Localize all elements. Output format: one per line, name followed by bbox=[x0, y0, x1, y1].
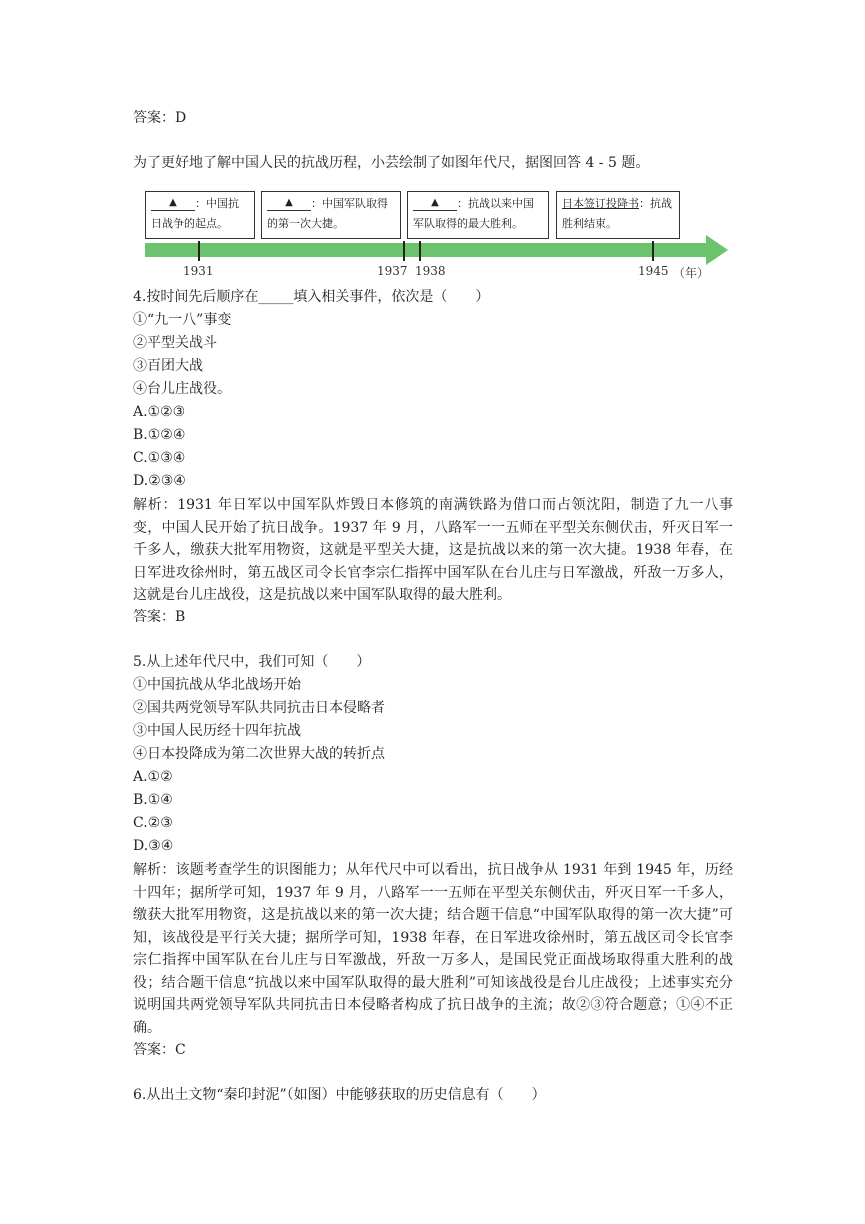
q5-option-b: B.①④ bbox=[133, 792, 173, 808]
tick-1945 bbox=[652, 241, 654, 261]
q4-option-d: D.②③④ bbox=[133, 473, 186, 489]
timeline-arrowhead bbox=[706, 235, 728, 265]
year-label-1945: 1945 bbox=[638, 264, 669, 278]
blank-marker: ▲ bbox=[413, 196, 457, 211]
q5-stem: 5.从上述年代尺中，我们可知（ ） bbox=[133, 654, 371, 670]
year-label-1938: 1938 bbox=[415, 264, 446, 278]
q5-analysis: 解析：该题考查学生的识图能力；从年代尺中可以看出，抗日战争从 1931 年到 1945 年，历经十四年；据所学可知，1937 年 9 月，八路军一一五师在平型关东侧伏击，歼灭日军一千多人，缴获大批军用物资，这是抗战以来的第一次大捷；结合题干信息“中国军队取得的第一次大捷”可知，该战役是平行关大捷；据所学可知，1938 年春，在日军进攻徐州时，第五战区司令长官李宗仁指挥中国军队在台儿庄与日军激战，歼敌一万多人，是国民党正面战场取得重大胜利的战役；结合题干信息“抗战以来中国军队取得的最大胜利”可知该战役是台儿庄战役；上述事实充分说明国共两党领导军队共同抗击日本侵略者构成了抗日战争的主流；故②③符合题意；①④不正确。 bbox=[133, 862, 733, 1036]
year-label-1937: 1937 bbox=[377, 264, 408, 278]
tick-1938 bbox=[419, 241, 421, 261]
q5-option-d: D.③④ bbox=[133, 838, 174, 854]
timeline-box-1945 bbox=[556, 191, 680, 239]
timeline-box-text: ：中国抗日战争的起点。 bbox=[151, 197, 239, 230]
timeline-box-text: ：抗战以来中国军队取得的最大胜利。 bbox=[413, 197, 534, 230]
q4-option-b: B.①②④ bbox=[133, 427, 186, 443]
q4-answer: 答案：B bbox=[133, 609, 186, 625]
timeline-box-1931 bbox=[145, 191, 255, 239]
q5-item: ④日本投降成为第二次世界大战的转折点 bbox=[133, 746, 385, 762]
q5-answer: 答案：C bbox=[133, 1042, 186, 1058]
timeline-box-1937 bbox=[261, 191, 401, 239]
intro-text: 为了更好地了解中国人民的抗战历程，小芸绘制了如图年代尺，据图回答 4 - 5 题。 bbox=[133, 155, 650, 171]
tick-1937 bbox=[403, 241, 405, 261]
year-unit-label: （年） bbox=[673, 266, 710, 280]
timeline-box-1938 bbox=[407, 191, 549, 239]
q6-stem: 6.从出土文物“秦印封泥”（如图）中能够获取的历史信息有（ ） bbox=[133, 1087, 546, 1103]
q4-analysis: 解析：1931 年日军以中国军队炸毁日本修筑的南满铁路为借口而占领沈阳，制造了九一八事变，中国人民开始了抗日战争。1937 年 9 月，八路军一一五师在平型关东侧伏击，歼灭日军一千多人，缴获大批军用物资，这就是平型关大捷，这是抗战以来的第一次大捷。1938 年春，在日军进攻徐州时，第五战区司令长官李宗仁指挥中国军队在台儿庄与日军激战，歼敌一万多人，这就是台儿庄战役，这是抗战以来中国军队取得的最大胜利。 bbox=[133, 497, 733, 603]
q5-item: ①中国抗战从华北战场开始 bbox=[133, 677, 301, 693]
blank-marker: ▲ bbox=[151, 196, 195, 211]
timeline-figure bbox=[143, 188, 733, 280]
q4-option-c: C.①③④ bbox=[133, 450, 186, 466]
q4-item: ③百团大战 bbox=[133, 358, 203, 374]
q4-item: ④台儿庄战役。 bbox=[133, 381, 231, 397]
q5-item: ③中国人民历经十四年抗战 bbox=[133, 723, 301, 739]
q5-item: ②国共两党领导军队共同抗击日本侵略者 bbox=[133, 700, 385, 716]
timeline-bar bbox=[145, 243, 707, 257]
year-label-1931: 1931 bbox=[183, 264, 214, 278]
q4-option-a: A.①②③ bbox=[133, 404, 186, 420]
tick-1931 bbox=[198, 241, 200, 261]
q5-option-c: C.②③ bbox=[133, 815, 173, 831]
timeline-box-text: ：抗战胜利结束。 bbox=[562, 197, 672, 230]
q4-item: ①“九一八”事变 bbox=[133, 312, 232, 328]
surrender-label: 日本签订投降书 bbox=[562, 197, 639, 210]
q4-stem: 4.按时间先后顺序在_____填入相关事件，依次是（ ） bbox=[133, 289, 490, 305]
blank-marker: ▲ bbox=[267, 196, 311, 211]
q4-item: ②平型关战斗 bbox=[133, 335, 217, 351]
q5-option-a: A.①② bbox=[133, 769, 173, 785]
timeline-box-text: ：中国军队取得的第一次大捷。 bbox=[267, 197, 388, 230]
previous-answer: 答案：D bbox=[133, 110, 187, 126]
